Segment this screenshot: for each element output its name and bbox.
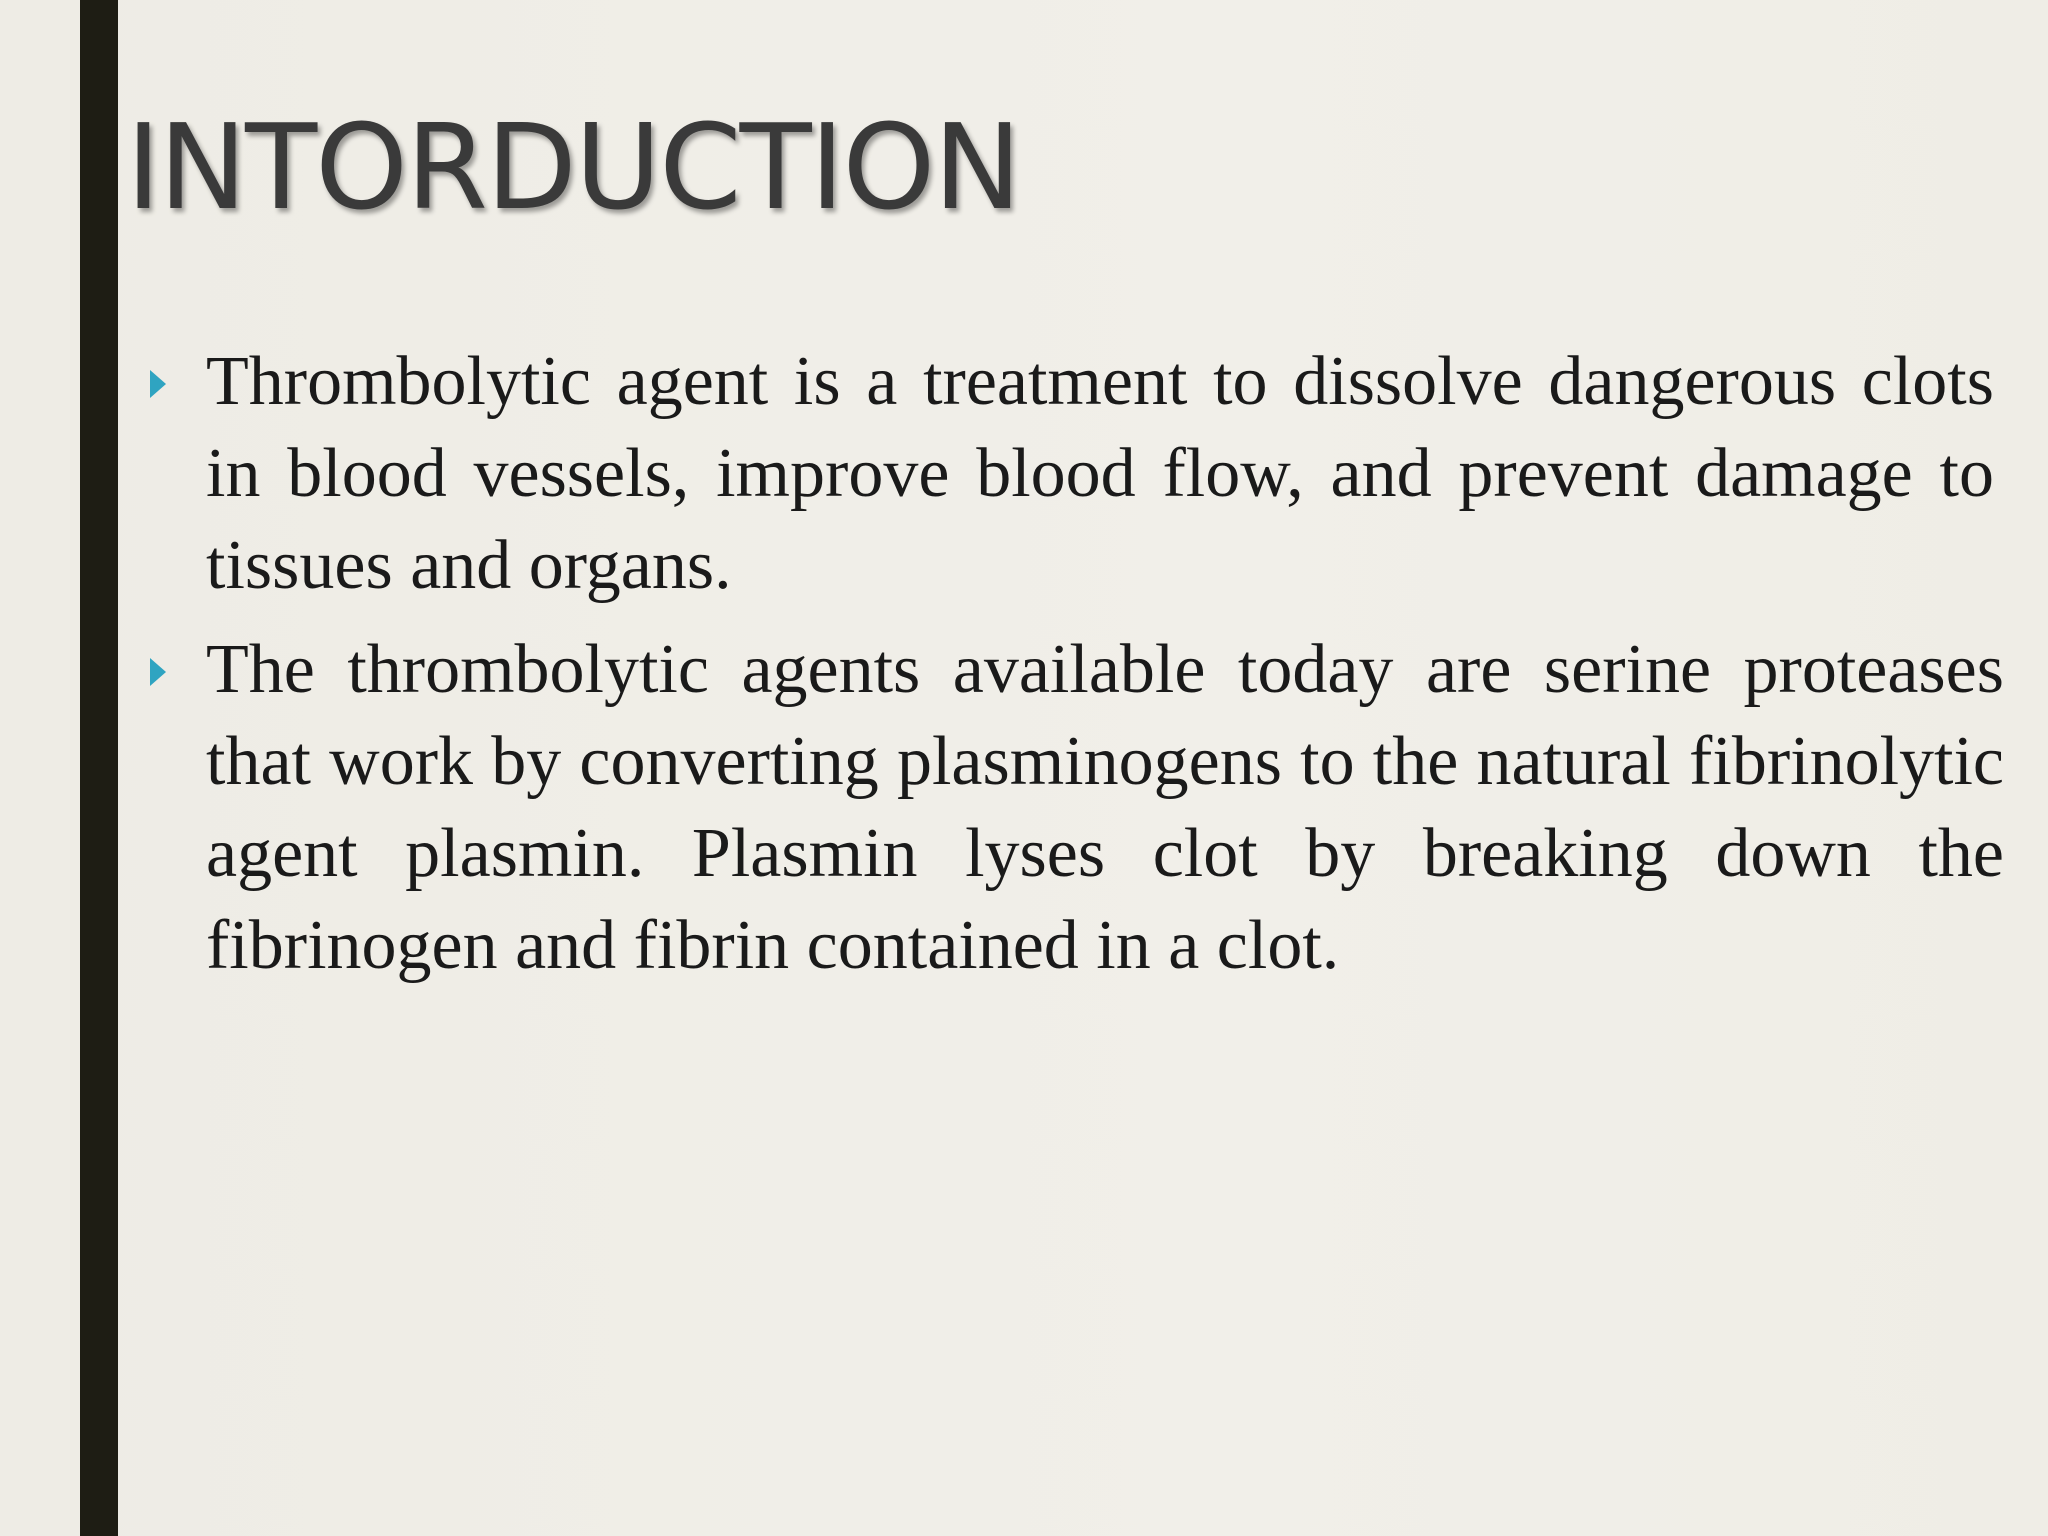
- bullet-item: [150, 336, 1994, 612]
- bullet-text: Thrombolytic agent is a treatment to dissolve dangerous clots in blood vessels, improve blood flow, and prevent damage to tissues and organs.: [206, 343, 1994, 604]
- slide-title: INTORDUCTION: [126, 98, 1020, 236]
- triangle-bullet-icon: [150, 658, 166, 686]
- left-accent-bar: [80, 0, 118, 1536]
- triangle-bullet-icon: [150, 370, 166, 398]
- bullet-list: [150, 336, 2004, 1004]
- bullet-item: [150, 624, 2004, 992]
- bullet-text: The thrombolytic agents available today are serine proteases that work by converting plasminogens to the natural fibrinolytic agent plasmin. Plasmin lyses clot by breaking down the fibrinogen and fibrin contained in a clot.: [206, 631, 2004, 984]
